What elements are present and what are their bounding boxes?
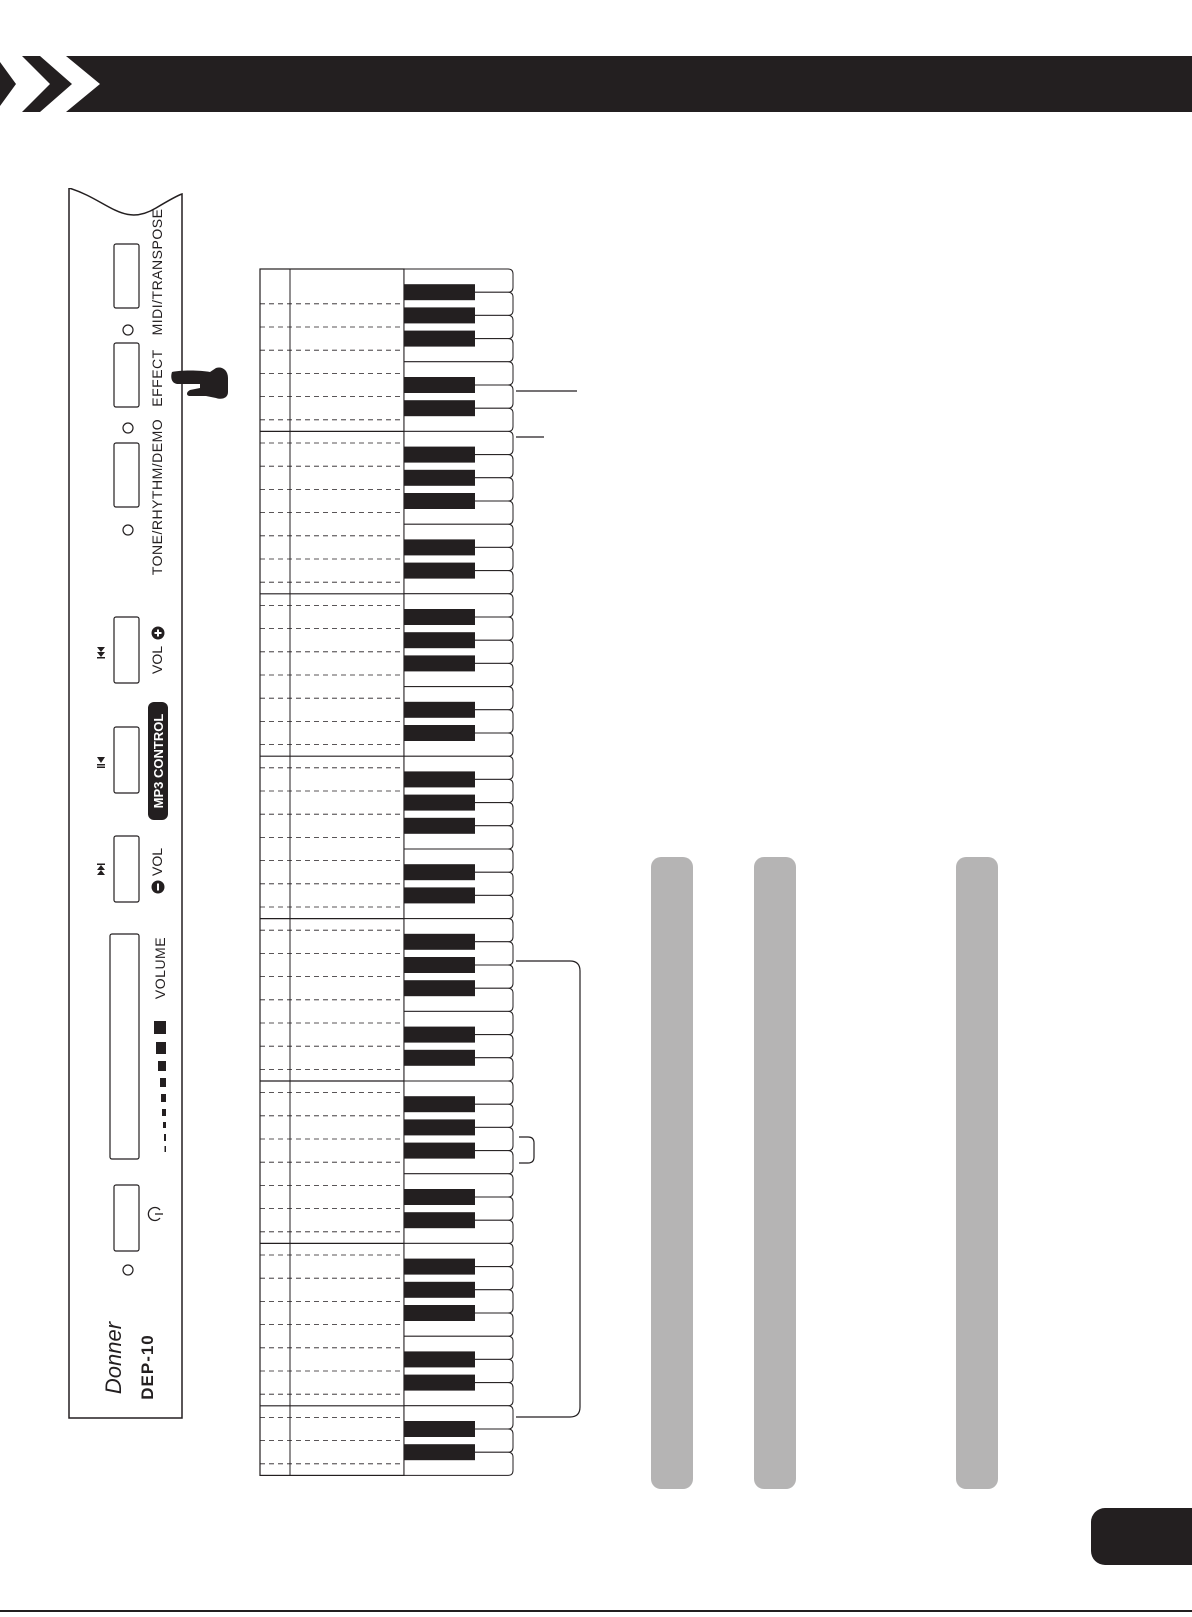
black-key (404, 609, 475, 625)
gray-column-3 (956, 857, 998, 1489)
black-key (404, 284, 475, 300)
black-key (404, 1119, 475, 1135)
black-key (404, 1027, 475, 1043)
black-key (404, 771, 475, 787)
black-key (404, 725, 475, 741)
vol-minus-label: VOL (149, 847, 165, 877)
black-key (404, 934, 475, 950)
black-key (404, 563, 475, 579)
black-key (404, 447, 475, 463)
mp3-control-label: MP3 CONTROL (151, 713, 166, 809)
black-key (404, 1375, 475, 1391)
volume-label: VOLUME (152, 936, 168, 1000)
page-number-tab (1091, 1508, 1192, 1565)
black-key (404, 818, 475, 834)
black-key (404, 307, 475, 323)
black-key (404, 864, 475, 880)
black-key (404, 887, 475, 903)
black-key (404, 1305, 475, 1321)
black-key (404, 1189, 475, 1205)
black-key (404, 1259, 475, 1275)
black-key (404, 655, 475, 671)
range-bracket (516, 961, 580, 1417)
vol-plus-label: VOL (149, 645, 165, 675)
black-key (404, 1421, 475, 1437)
black-key (404, 1143, 475, 1159)
black-key (404, 470, 475, 486)
black-key (404, 795, 475, 811)
model-name: DEP-10 (138, 1334, 157, 1400)
brand-logo: Donner (101, 1321, 126, 1395)
black-key (404, 1212, 475, 1228)
tone-rhythm-demo-label: TONE/RHYTHM/DEMO (149, 418, 165, 576)
black-key (404, 400, 475, 416)
black-key (404, 1444, 475, 1460)
black-key (404, 632, 475, 648)
small-bracket (519, 1137, 534, 1163)
black-key (404, 377, 475, 393)
black-key (404, 331, 475, 347)
black-key (404, 1282, 475, 1298)
table-frame (260, 269, 404, 1475)
black-key (404, 957, 475, 973)
black-key (404, 539, 475, 555)
black-key (404, 1351, 475, 1367)
gray-column-2 (754, 857, 796, 1489)
effect-label: EFFECT (149, 349, 165, 407)
black-key (404, 493, 475, 509)
black-key (404, 1050, 475, 1066)
black-key (404, 702, 475, 718)
gray-column-1 (651, 857, 693, 1489)
black-key (404, 980, 475, 996)
footer-line (0, 1610, 1192, 1612)
midi-transpose-label: MIDI/TRANSPOSE (149, 208, 165, 336)
black-key (404, 1096, 475, 1112)
